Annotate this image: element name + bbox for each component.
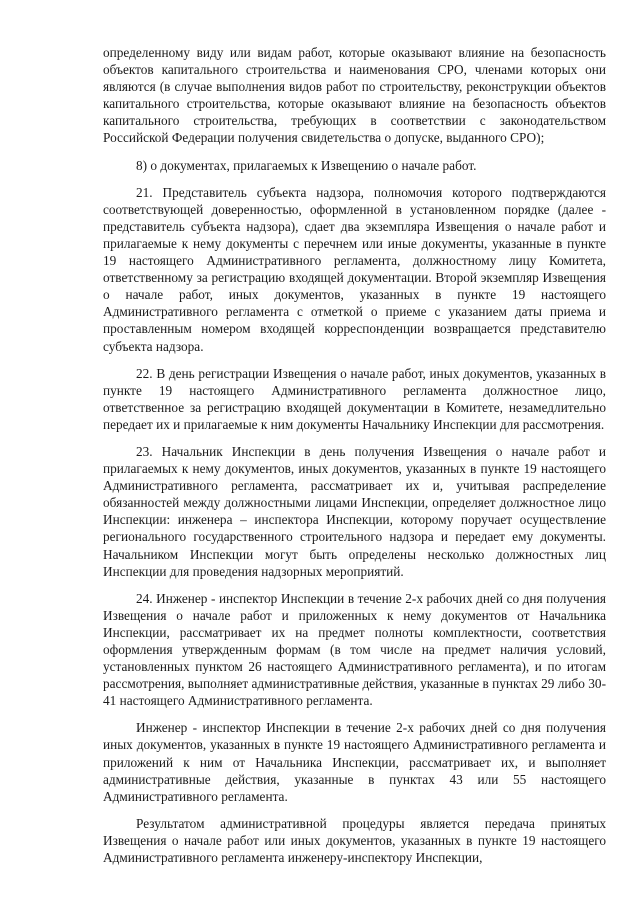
document-body — [103, 44, 606, 866]
paragraph-result: Результатом административной процедуры является передача принятых Извещения о начале работ или иных документов, указанных в пункте 19 настоящего Административного регламента инженеру-инспектору Инспекции, — [103, 815, 606, 866]
paragraph-item-8: 8) о документах, прилагаемых к Извещению о начале работ. — [136, 157, 477, 173]
paragraph-24: 24. Инженер - инспектор Инспекции в течение 2-х рабочих дней со дня получения Извещения о начале работ и приложенных к нему документов от Начальника Инспекции, рассматривает их на предмет полноты комплектности, соответствия оформления утвержденным формам (в том числе на предмет наличия условий, установленных пунктом 26 настоящего Административного регламента), и по итогам рассмотрения, выполняет административные действия, указанные в пунктах 29 либо 30-41 настоящего Административного регламента. — [103, 590, 606, 709]
paragraph-22: 22. В день регистрации Извещения о начале работ, иных документов, указанных в пункте 19 настоящего Административного регламента должностное лицо, ответственное за регистрацию входящей документации в Комитете, незамедлительно передает их и прилагаемые к ним документы Начальнику Инспекции для рассмотрения. — [103, 365, 606, 432]
paragraph-23: 23. Начальник Инспекции в день получения Извещения о начале работ и прилагаемых к нему документов, иных документов, указанных в пункте 19 настоящего Административного регламента, рассматривает их и, учитывая распределение обязанностей между должностными лицами Инспекции, определяет должностное лицо Инспекции: инженера – инспектора Инспекции, которому поручает осуществление регионального государственного строительного надзора и передает ему документы. Начальником Инспекции могут быть определены несколько должностных лиц Инспекции для проведения надзорных мероприятий. — [103, 443, 606, 579]
paragraph-continuation: определенному виду или видам работ, которые оказывают влияние на безопасность объектов капитального строительства и наименования СРО, членами которых они являются (в случае выполнения видов работ по строительству, реконструкции объектов капитального строительства, которые оказывают влияние на безопасность объектов капитального строительства, требующих в соответствии с законодательством Российской Федерации получения свидетельства о допуске, выданного СРО); — [103, 45, 606, 146]
paragraph-21: 21. Представитель субъекта надзора, полномочия которого подтверждаются соответствующей доверенностью, оформленной в установленном порядке (далее - представитель субъекта надзора), сдает два экземпляра Извещения о начале работ и прилагаемые к нему документы с перечнем или иные документы, указанные в пункте 19 настоящего Административного регламента, должностному лицу Комитета, ответственному за регистрацию входящей документации. Второй экземпляр Извещения о начале работ, иных документов, указанных в пункте 19 настоящего Административного регламента с отметкой о приеме с указанием даты приема и проставленным номером входящей корреспонденции возвращается представителю субъекта надзора. — [103, 184, 606, 354]
paragraph-24-continued: Инженер - инспектор Инспекции в течение 2-х рабочих дней со дня получения иных документов, указанных в пункте 19 настоящего Административного регламента и приложений к ним от Начальника Инспекции, рассматривает их, и выполняет административные действия, указанные в пунктах 43 или 55 настоящего Административного регламента. — [103, 720, 606, 804]
